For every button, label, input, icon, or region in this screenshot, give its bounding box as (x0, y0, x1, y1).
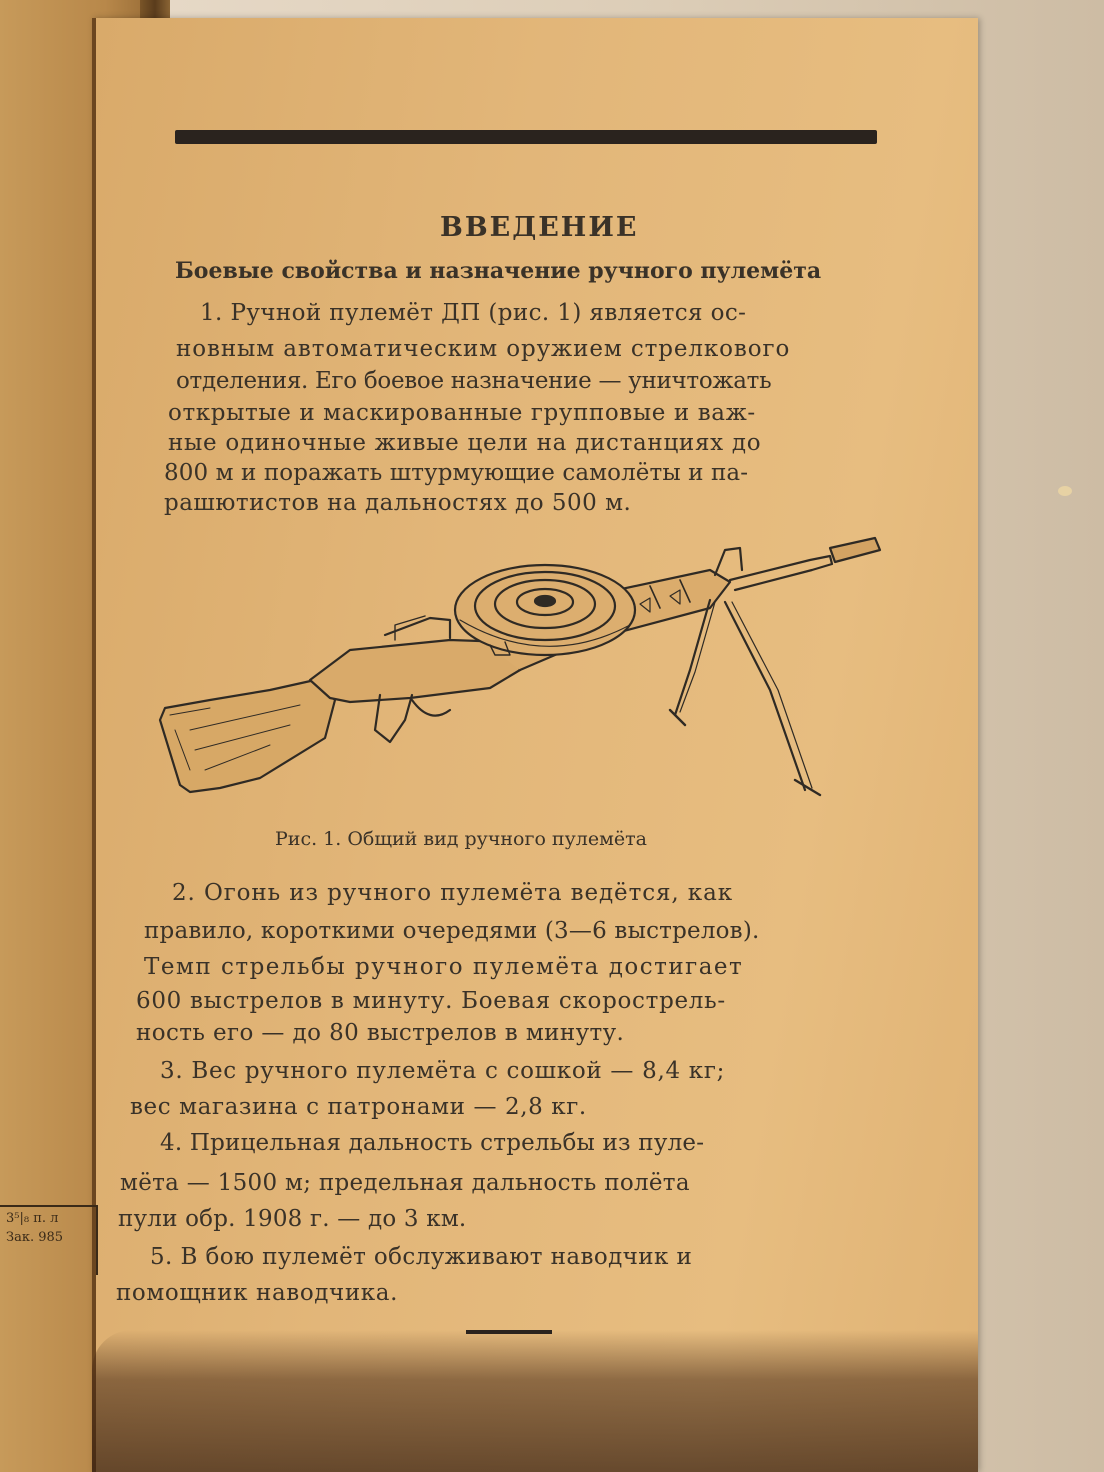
paragraph-1-line: ные одиночные живые цели на дистанциях до (168, 430, 762, 456)
paragraph-1-line: отделения. Его боевое назначение — уничтожать (176, 368, 772, 394)
paragraph-1-line: рашютистов на дальностях до 500 м. (164, 490, 632, 516)
paragraph-2-line: правило, короткими очередями (3—6 выстрелов). (144, 918, 760, 944)
header-rule (175, 130, 877, 144)
paper-crumb (1058, 486, 1072, 496)
paragraph-5-line: 5. В бою пулемёт обслуживают наводчик и (150, 1244, 693, 1270)
paragraph-2-line: 600 выстрелов в минуту. Боевая скорострель- (136, 988, 726, 1014)
printing-margin-note (0, 1205, 98, 1275)
machine-gun-illustration (150, 530, 890, 810)
paragraph-5-line: помощник наводчика. (116, 1280, 398, 1306)
hand-shadow (92, 1330, 978, 1472)
paragraph-4-line: 4. Прицельная дальность стрельбы из пуле- (160, 1130, 705, 1156)
paragraph-1-line: 1. Ручной пулемёт ДП (рис. 1) является ос- (200, 300, 747, 326)
paragraph-1-line: 800 м и поражать штурмующие самолёты и па- (164, 460, 749, 486)
paragraph-2-line: ность его — до 80 выстрелов в минуту. (136, 1020, 625, 1046)
section-title: Боевые свойства и назначение ручного пулемёта (175, 258, 822, 284)
figure-caption: Рис. 1. Общий вид ручного пулемёта (275, 828, 647, 850)
margin-note-line: 3⁵|₈ п. л (6, 1211, 59, 1226)
paragraph-3-line: вес магазина с патронами — 2,8 кг. (130, 1094, 587, 1120)
paragraph-1-line: открытые и маскированные групповые и важ- (168, 400, 756, 426)
paragraph-2-line: Темп стрельбы ручного пулемёта достигает (144, 954, 744, 980)
paragraph-4-line: пули обр. 1908 г. — до 3 км. (118, 1206, 467, 1232)
paragraph-3-line: 3. Вес ручного пулемёта с сошкой — 8,4 кг; (160, 1058, 726, 1084)
margin-note-line: Зак. 985 (6, 1230, 64, 1245)
chapter-title: ВВЕДЕНИЕ (440, 212, 639, 243)
paragraph-4-line: мёта — 1500 м; предельная дальность полёта (120, 1170, 690, 1196)
paragraph-1-line: новным автоматическим оружием стрелкового (176, 336, 791, 362)
paragraph-2-line: 2. Огонь из ручного пулемёта ведётся, как (172, 880, 733, 906)
